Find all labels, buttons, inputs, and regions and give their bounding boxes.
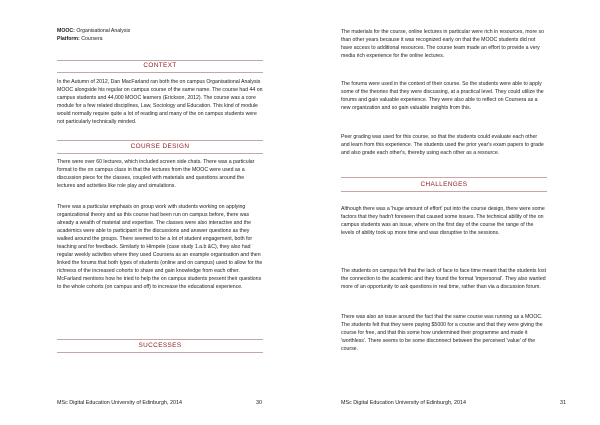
mooc-label: MOOC:: [57, 28, 75, 34]
challenges-heading: CHALLENGES: [420, 181, 468, 188]
context-heading: CONTEXT: [143, 62, 177, 69]
left-page-number: 30: [256, 400, 262, 406]
right-page-number: 31: [560, 400, 566, 406]
materials-paragraph: The materials for the course, online lectures in particular were rich in resources, more so than other years because it was recognized early on that the MOOC students did not have access to additional resources. The course team made an effort to provide a very media rich experience for the online lectures.: [341, 29, 544, 59]
design-paragraph-1: There were over 60 lectures, which included screen side chats. There was a particular format to the on campus class in that the lectures from the MOOC were used as a discussion piece for the classes, coupled with materials and questions around the lectures and activities like role play and simulations.: [57, 159, 255, 189]
right-paragraph-6-wrap: [341, 313, 547, 353]
right-paragraph-5-wrap: [341, 267, 547, 291]
mooc-value: Organisational Analysis: [74, 28, 131, 34]
design-rule-top: [57, 140, 263, 141]
platform-label: Platform:: [57, 36, 80, 42]
course-meta: [57, 27, 263, 43]
context-rule-bottom: [57, 72, 263, 73]
context-rule-top: [57, 60, 263, 61]
challenges-rule-bottom: [341, 191, 547, 192]
forums-paragraph: The forums were used in the context of their course. So the students were able to apply some of the theories that they were discussing, at a practical level. They could utilize the forums and gain valuable experience. They were also able to reflect on Coursera as a new organization and so gain valuable insights from this.: [341, 81, 544, 111]
challenges-rule-top: [341, 177, 547, 178]
course-design-heading: COURSE DESIGN: [130, 143, 190, 150]
successes-heading: SUCCESSES: [138, 342, 182, 349]
right-page: [300, 0, 600, 425]
successes-rule-top: [57, 339, 263, 340]
design-paragraph-2-wrap: [57, 203, 263, 291]
design-paragraph-1-wrap: [57, 158, 263, 190]
platform-value: Coursera: [79, 36, 103, 42]
value-paragraph: There was also an issue around the fact that the same course was running as a MOOC. The students felt that they were paying $5000 for a course and that they were giving the course for free, and that this some how undermined their programme and made it 'worthless'. There seems to be some disconnect between the perceived 'value' of the course.: [341, 314, 543, 352]
design-paragraph-2: There was a particular emphasis on group work with students working on applying organizational theory and as this course had been run on campus before, there was already a wealth of material and expertise. The classes were also interactive and the academics were able to participant in the discussions and answer questions as they walked around the groups. There seemed to be a lot of student engagement, both for teaching and for feedback. Similarly to Himpele (case study 1.a.b &C), they also had regular weekly activities where they used Coursera as an example organisation and then linked the forums that both types of students (online and on campus) used to allow for the richness of the increased cohorts to share and gain knowledge from each other. McFarland mentions how he tried to help the on campus students present their questions to the whole cohorts (on campus and off) to increase the educational experience.: [57, 204, 263, 290]
right-footer: MSc Digital Education University of Edinburgh, 2014: [341, 400, 466, 406]
left-footer: MSc Digital Education University of Edinburgh, 2014: [57, 400, 182, 406]
right-paragraph-4-wrap: [341, 205, 547, 237]
peer-grading-paragraph: Peer grading was used for this course, so that the students could evaluate each other and learn from this experience. The students used the prior year's exam papers to grade and also grade each other's, thereby using each other as a resource.: [341, 134, 544, 156]
design-rule-bottom: [57, 153, 263, 154]
successes-rule-bottom: [57, 352, 263, 353]
right-paragraph-2-wrap: [341, 80, 547, 112]
face-to-face-paragraph: The students on campus felt that the lack of face to face time meant that the students lost the connection to the academic and they found the format 'impersonal'. They also wanted more of an opportunity to ask questions in real time, rather than via a discussion forum.: [341, 268, 547, 290]
context-paragraph: In the Autumn of 2012, Dan MacFarland ran both the on campus Organisational Analysis MOOC alongside his regular on campus course of the same name. The course had 44 on campus students and 44,000 MOOC learners (Erickson, 2012). The course was a core module for a few related disciplines, Law, Sociology and Education. This kind of module would normally require quite a lot of reading and many of the on campus students were not particularly technically minded.: [57, 79, 263, 125]
context-paragraph-wrap: [57, 78, 263, 126]
right-paragraph-3-wrap: [341, 133, 547, 157]
right-paragraph-1-wrap: [341, 28, 547, 60]
technical-ability-paragraph: Although there was a 'huge amount of effort' put into the course design, there were some factors that they hadn't foreseen that caused some issues. The technical ability of the on campus students was an issue, where on the first day of the course the range of the levels of ability took up more time and was disruptive to the sessions.: [341, 206, 545, 236]
